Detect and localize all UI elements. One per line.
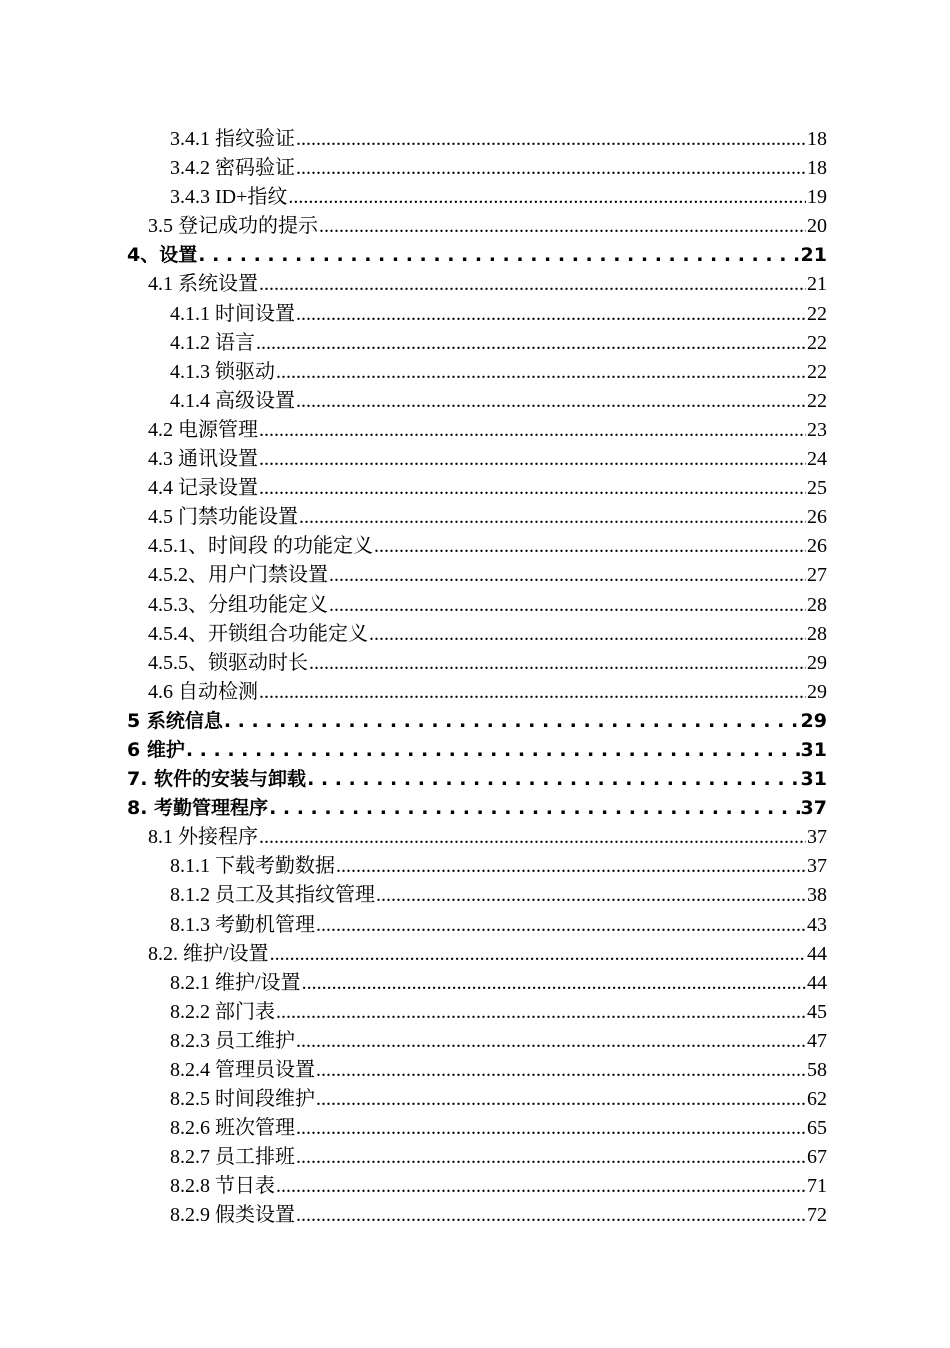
toc-entry-page-number: 29: [800, 709, 827, 732]
toc-entry-page-number: 37: [807, 855, 827, 878]
toc-entry[interactable]: [0, 445, 827, 474]
toc-dot-leader: [309, 649, 806, 678]
toc-entry[interactable]: [0, 911, 827, 940]
toc-entry-page-number: 31: [800, 738, 827, 761]
toc-entry-title: 4.5 门禁功能设置: [148, 506, 298, 529]
toc-entry-page-number: 67: [807, 1146, 827, 1169]
toc-entry-title: 3.4.3 ID+指纹: [170, 186, 288, 209]
toc-entry-title: 8.2.8 节日表: [170, 1175, 275, 1198]
toc-entry-title: 4.1.4 高级设置: [170, 389, 295, 412]
toc-entry-title: 4.5.1、时间段 的功能定义: [148, 535, 373, 558]
toc-entry-title: 4.2 电源管理: [148, 418, 258, 441]
toc-dot-leader: [276, 358, 806, 387]
toc-entry-page-number: 26: [807, 535, 827, 558]
toc-entry[interactable]: [0, 1201, 827, 1230]
toc-entry-title: 4.4 记录设置: [148, 477, 258, 500]
toc-entry[interactable]: [0, 387, 827, 416]
toc-entry[interactable]: [0, 300, 827, 329]
toc-entry[interactable]: [0, 707, 827, 736]
toc-dot-leader: [259, 678, 806, 707]
toc-entry-title: 3.4.2 密码验证: [170, 157, 295, 180]
toc-entry[interactable]: [0, 765, 827, 794]
toc-dot-leader: [329, 591, 806, 620]
toc-entry[interactable]: [0, 1085, 827, 1114]
toc-entry-title: 8.2.3 员工维护: [170, 1029, 295, 1052]
toc-entry-page-number: 29: [807, 680, 827, 703]
toc-entry[interactable]: [0, 852, 827, 881]
toc-dot-leader: [296, 154, 806, 183]
toc-entry[interactable]: [0, 416, 827, 445]
toc-dot-leader: [374, 532, 806, 561]
toc-entry[interactable]: [0, 940, 827, 969]
toc-entry-page-number: 43: [807, 913, 827, 936]
toc-dot-leader: [224, 707, 800, 736]
toc-entry[interactable]: [0, 881, 827, 910]
toc-entry-title: 4.5.3、分组功能定义: [148, 593, 328, 616]
toc-dot-leader: [259, 823, 806, 852]
toc-entry-title: 8.2. 维护/设置: [148, 942, 269, 965]
toc-dot-leader: [296, 387, 806, 416]
toc-entry[interactable]: [0, 270, 827, 299]
toc-entry-page-number: 18: [807, 157, 827, 180]
toc-dot-leader: [296, 1027, 806, 1056]
toc-dot-leader: [316, 1056, 806, 1085]
toc-dot-leader: [316, 1085, 806, 1114]
toc-entry-title: 8.2.2 部门表: [170, 1000, 275, 1023]
toc-dot-leader: [186, 736, 800, 765]
toc-entry-title: 8.2.1 维护/设置: [170, 971, 301, 994]
toc-entry-page-number: 58: [807, 1059, 827, 1081]
toc-entry-page-number: 62: [807, 1088, 827, 1111]
toc-entry-page-number: 45: [807, 1000, 827, 1023]
toc-entry-page-number: 65: [807, 1117, 827, 1140]
toc-entry-title: 4.5.5、锁驱动时长: [148, 651, 308, 674]
toc-dot-leader: [336, 852, 806, 881]
toc-entry[interactable]: [0, 1114, 827, 1143]
toc-entry[interactable]: [0, 532, 827, 561]
toc-entry-title: 4.1.1 时间设置: [170, 302, 295, 325]
toc-entry-page-number: 20: [807, 215, 827, 238]
toc-entry-page-number: 29: [807, 651, 827, 674]
toc-entry-title: 8.2.7 员工排班: [170, 1146, 295, 1169]
toc-entry-page-number: 19: [807, 186, 827, 209]
toc-dot-leader: [319, 212, 806, 241]
toc-entry-page-number: 22: [807, 389, 827, 412]
toc-dot-leader: [369, 620, 806, 649]
toc-entry[interactable]: [0, 969, 827, 998]
toc-entry-page-number: 23: [807, 418, 827, 441]
toc-entry-page-number: 21: [807, 273, 827, 296]
toc-entry-title: 4、设置: [127, 244, 198, 267]
toc-entry-title: 8.1.2 员工及其指纹管理: [170, 884, 375, 907]
toc-dot-leader: [296, 300, 806, 329]
toc-dot-leader: [302, 969, 806, 998]
toc-entry[interactable]: [0, 125, 827, 154]
toc-dot-leader: [296, 1114, 806, 1143]
toc-entry-page-number: 22: [807, 331, 827, 354]
toc-entry[interactable]: [0, 474, 827, 503]
toc-entry-title: 3.4.1 指纹验证: [170, 128, 295, 150]
toc-entry[interactable]: [0, 591, 827, 620]
toc-entry[interactable]: [0, 561, 827, 590]
toc-entry[interactable]: [0, 678, 827, 707]
toc-entry[interactable]: [0, 1056, 827, 1085]
toc-entry-page-number: 38: [807, 884, 827, 907]
toc-entry[interactable]: [0, 503, 827, 532]
toc-entry[interactable]: [0, 358, 827, 387]
toc-dot-leader: [270, 940, 806, 969]
toc-dot-leader: [259, 416, 806, 445]
toc-dot-leader: [329, 561, 806, 590]
toc-entry[interactable]: [0, 823, 827, 852]
toc-entry-page-number: 37: [800, 797, 827, 820]
toc-entry[interactable]: [0, 154, 827, 183]
toc-dot-leader: [288, 183, 806, 212]
toc-entry-page-number: 37: [807, 826, 827, 849]
toc-entry[interactable]: [0, 1143, 827, 1172]
toc-entry-title: 8.1.1 下载考勤数据: [170, 855, 335, 878]
toc-entry[interactable]: [0, 212, 827, 241]
toc-dot-leader: [276, 1172, 806, 1201]
toc-entry-title: 4.5.4、开锁组合功能定义: [148, 622, 368, 645]
toc-entry[interactable]: [0, 1027, 827, 1056]
toc-entry[interactable]: [0, 649, 827, 678]
toc-entry-title: 7. 软件的安装与卸载: [127, 768, 307, 791]
toc-entry-page-number: 71: [807, 1175, 827, 1198]
toc-entry-page-number: 22: [807, 360, 827, 383]
toc-entry[interactable]: [0, 329, 827, 358]
toc-dot-leader: [316, 911, 806, 940]
toc-entry-title: 8.2.6 班次管理: [170, 1117, 295, 1140]
toc-entry-title: 4.5.2、用户门禁设置: [148, 564, 328, 587]
toc-entry-page-number: 28: [807, 593, 827, 616]
toc-entry[interactable]: [0, 183, 827, 212]
toc-entry-page-number: 22: [807, 302, 827, 325]
toc-dot-leader: [259, 474, 806, 503]
toc-entry-title: 8.2.4 管理员设置: [170, 1059, 315, 1081]
toc-entry-page-number: 44: [807, 971, 827, 994]
toc-entry[interactable]: [0, 620, 827, 649]
toc-dot-leader: [376, 881, 806, 910]
toc-entry-page-number: 28: [807, 622, 827, 645]
toc-entry[interactable]: [0, 794, 827, 823]
toc-dot-leader: [307, 765, 799, 794]
toc-dot-leader: [269, 794, 799, 823]
toc-entry-title: 6 维护: [127, 738, 185, 761]
toc-entry-title: 3.5 登记成功的提示: [148, 215, 318, 238]
toc-entry-page-number: 26: [807, 506, 827, 529]
toc-entry-page-number: 31: [800, 768, 827, 791]
toc-entry-title: 8.1 外接程序: [148, 826, 258, 849]
toc-entry-page-number: 44: [807, 942, 827, 965]
toc-entry-page-number: 72: [807, 1204, 827, 1227]
toc-entry-title: 4.1.3 锁驱动: [170, 360, 275, 383]
toc-entry-title: 8.2.9 假类设置: [170, 1204, 295, 1227]
toc-dot-leader: [276, 998, 806, 1027]
toc-entry[interactable]: [0, 1172, 827, 1201]
toc-dot-leader: [296, 1143, 806, 1172]
toc-entry-title: 8.2.5 时间段维护: [170, 1088, 315, 1111]
toc-entry[interactable]: [0, 998, 827, 1027]
toc-entry-title: 4.1 系统设置: [148, 273, 258, 296]
toc-dot-leader: [198, 241, 799, 270]
toc-dot-leader: [256, 329, 806, 358]
toc-entry-page-number: 18: [807, 128, 827, 150]
toc-dot-leader: [296, 125, 806, 154]
toc-entry-title: 4.6 自动检测: [148, 680, 258, 703]
table-of-contents: [0, 125, 950, 1231]
toc-entry-title: 4.1.2 语言: [170, 331, 255, 354]
toc-dot-leader: [259, 445, 806, 474]
toc-entry-page-number: 47: [807, 1029, 827, 1052]
toc-entry-title: 5 系统信息: [127, 709, 223, 732]
toc-entry-page-number: 24: [807, 448, 827, 471]
toc-entry[interactable]: [0, 736, 827, 765]
toc-entry-title: 8. 考勤管理程序: [127, 797, 269, 820]
toc-entry-page-number: 25: [807, 477, 827, 500]
toc-dot-leader: [299, 503, 806, 532]
toc-dot-leader: [259, 270, 806, 299]
toc-entry-title: 8.1.3 考勤机管理: [170, 913, 315, 936]
toc-entry-page-number: 27: [807, 564, 827, 587]
toc-entry-page-number: 21: [800, 244, 827, 267]
toc-dot-leader: [296, 1201, 806, 1230]
toc-entry[interactable]: [0, 241, 827, 270]
toc-entry-title: 4.3 通讯设置: [148, 448, 258, 471]
